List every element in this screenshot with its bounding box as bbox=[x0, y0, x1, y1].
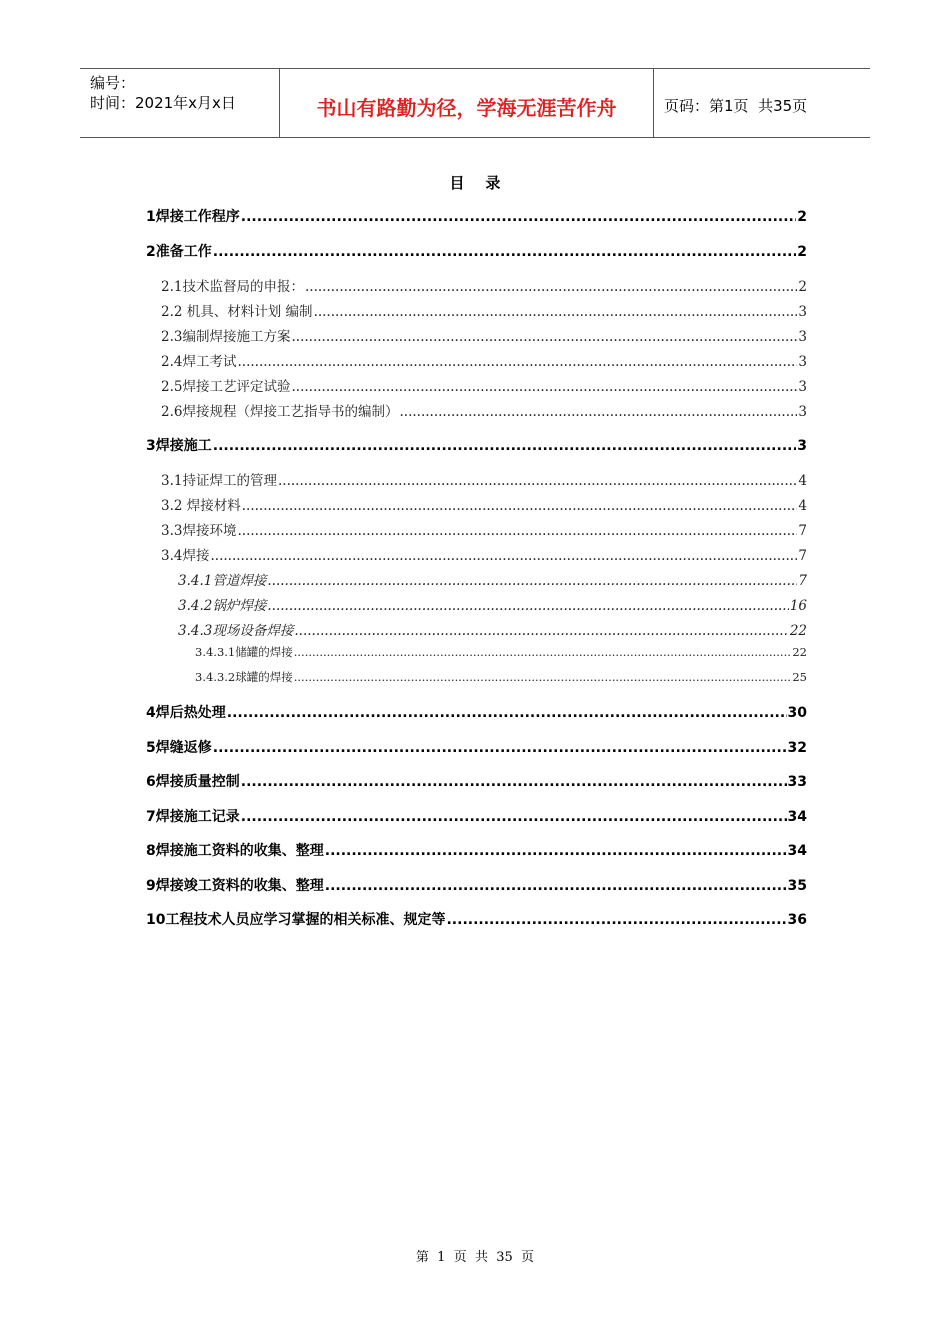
toc-entry-page: 3 bbox=[798, 354, 807, 370]
toc-entry[interactable] bbox=[146, 435, 807, 455]
toc-leader bbox=[325, 843, 787, 859]
toc-entry-page: 32 bbox=[787, 740, 807, 756]
toc-entry-label: 3.2 焊接材料 bbox=[161, 498, 241, 514]
toc-entry-label: 2.2 机具、材料计划 编制 bbox=[161, 304, 313, 320]
toc-entry[interactable] bbox=[161, 469, 807, 489]
toc-leader bbox=[305, 279, 797, 295]
toc-entry-page: 7 bbox=[798, 523, 807, 539]
toc-entry-page: 4 bbox=[798, 473, 807, 489]
toc-entry-label: 3.4焊接 bbox=[161, 548, 210, 564]
toc-entry-label: 3.4.3.1储罐的焊接 bbox=[195, 645, 293, 659]
toc-entry-label: 6焊接质量控制 bbox=[146, 774, 240, 790]
toc-leader bbox=[210, 548, 797, 564]
toc-leader bbox=[241, 774, 787, 790]
toc-entry-page: 22 bbox=[792, 645, 807, 659]
toc-entry-label: 3.4.3现场设备焊接 bbox=[178, 623, 294, 639]
toc-leader bbox=[446, 912, 786, 928]
toc-entry-page: 4 bbox=[798, 498, 807, 514]
toc-entry[interactable] bbox=[178, 569, 807, 589]
document-number-label: 编号： bbox=[90, 74, 136, 92]
toc-entry-label: 10工程技术人员应学习掌握的相关标准、规定等 bbox=[146, 912, 446, 928]
toc-leader bbox=[314, 304, 798, 320]
toc-leader bbox=[294, 623, 788, 639]
toc-leader bbox=[267, 573, 797, 589]
toc-leader bbox=[294, 670, 792, 684]
toc-leader bbox=[213, 740, 787, 756]
toc-entry-label: 2.5焊接工艺评定试验 bbox=[161, 379, 291, 395]
toc-leader bbox=[267, 598, 788, 614]
toc-entry-label: 3.4.1管道焊接 bbox=[178, 573, 267, 589]
toc-entry-page: 7 bbox=[798, 548, 807, 564]
toc-entry-label: 3.1持证焊工的管理 bbox=[161, 473, 277, 489]
toc-entry-label: 2准备工作 bbox=[146, 244, 212, 260]
toc-entry-label: 3焊接施工 bbox=[146, 438, 212, 454]
toc-leader bbox=[241, 809, 787, 825]
toc-entry-page: 3 bbox=[798, 379, 807, 395]
toc-entry-page: 3 bbox=[797, 438, 807, 454]
toc-leader bbox=[325, 878, 787, 894]
document-date: 时间：2021年x月x日 bbox=[90, 94, 236, 112]
toc-leader bbox=[237, 354, 797, 370]
toc-entry[interactable] bbox=[178, 594, 807, 614]
toc-entry-page: 34 bbox=[787, 843, 807, 859]
toc-entry-label: 3.4.2锅炉焊接 bbox=[178, 598, 267, 614]
toc-entry-page: 30 bbox=[787, 705, 807, 721]
toc-entry-page: 33 bbox=[787, 774, 807, 790]
toc-entry-label: 8焊接施工资料的收集、整理 bbox=[146, 843, 324, 859]
toc-entry-label: 2.6焊接规程（焊接工艺指导书的编制） bbox=[161, 404, 399, 420]
toc-entry-page: 35 bbox=[787, 878, 807, 894]
toc-entry[interactable] bbox=[161, 300, 807, 320]
toc-entry[interactable] bbox=[146, 702, 807, 722]
toc-entry[interactable] bbox=[146, 241, 807, 261]
toc-entry[interactable] bbox=[195, 644, 807, 660]
toc-entry[interactable] bbox=[161, 400, 807, 420]
toc-leader bbox=[213, 438, 797, 454]
toc-entry-page: 2 bbox=[798, 279, 807, 295]
toc-entry[interactable] bbox=[161, 544, 807, 564]
toc-entry-page: 7 bbox=[798, 573, 807, 589]
toc-entry-label: 2.1技术监督局的申报： bbox=[161, 279, 304, 295]
toc-entry-label: 1焊接工作程序 bbox=[146, 209, 240, 225]
toc-entry-page: 2 bbox=[797, 209, 807, 225]
toc-entry-label: 5焊缝返修 bbox=[146, 740, 212, 756]
toc-entry-label: 2.4焊工考试 bbox=[161, 354, 237, 370]
toc-entry-label: 4焊后热处理 bbox=[146, 705, 226, 721]
toc-leader bbox=[291, 379, 797, 395]
toc-entry-label: 7焊接施工记录 bbox=[146, 809, 240, 825]
toc-entry[interactable] bbox=[146, 840, 807, 860]
toc-entry-page: 25 bbox=[792, 670, 807, 684]
toc-entry-page: 2 bbox=[797, 244, 807, 260]
toc-entry-label: 3.4.3.2球罐的焊接 bbox=[195, 670, 293, 684]
toc-entry[interactable] bbox=[161, 494, 807, 514]
toc-entry[interactable] bbox=[161, 375, 807, 395]
toc-entry-page: 34 bbox=[787, 809, 807, 825]
toc-entry-page: 3 bbox=[798, 329, 807, 345]
toc-entry[interactable] bbox=[161, 519, 807, 539]
toc-entry[interactable] bbox=[146, 875, 807, 895]
toc-entry-label: 3.3焊接环境 bbox=[161, 523, 237, 539]
header-motto: 书山有路勤为径，学海无涯苦作舟 bbox=[280, 69, 654, 137]
toc-entry[interactable] bbox=[146, 206, 807, 226]
toc-leader bbox=[241, 209, 797, 225]
toc-entry-page: 22 bbox=[789, 623, 807, 639]
toc-title: 目 录 bbox=[449, 174, 501, 192]
header-page-info: 页码：第1页 共35页 bbox=[664, 96, 808, 115]
toc-entry[interactable] bbox=[146, 806, 807, 826]
page-footer: 第 1 页 共 35 页 bbox=[415, 1250, 535, 1265]
toc-leader bbox=[237, 523, 797, 539]
toc-entry[interactable] bbox=[195, 669, 807, 685]
toc-leader bbox=[294, 645, 792, 659]
toc-entry-page: 3 bbox=[798, 304, 807, 320]
toc-entry-label: 9焊接竣工资料的收集、整理 bbox=[146, 878, 324, 894]
toc-entry-page: 3 bbox=[798, 404, 807, 420]
toc-leader bbox=[213, 244, 797, 260]
toc-leader bbox=[278, 473, 797, 489]
toc-entry-page: 36 bbox=[787, 912, 807, 928]
toc-entry[interactable] bbox=[146, 737, 807, 757]
toc-entry[interactable] bbox=[161, 325, 807, 345]
toc-leader bbox=[227, 705, 787, 721]
toc-leader bbox=[242, 498, 798, 514]
toc-entry[interactable] bbox=[161, 350, 807, 370]
toc-entry-label: 2.3编制焊接施工方案 bbox=[161, 329, 291, 345]
toc-leader bbox=[291, 329, 797, 345]
toc-entry-page: 16 bbox=[789, 598, 807, 614]
toc-entry[interactable] bbox=[161, 275, 807, 295]
toc-leader bbox=[399, 404, 797, 420]
toc-entry[interactable] bbox=[178, 619, 807, 639]
toc-entry[interactable] bbox=[146, 771, 807, 791]
toc-entry[interactable] bbox=[146, 909, 807, 929]
